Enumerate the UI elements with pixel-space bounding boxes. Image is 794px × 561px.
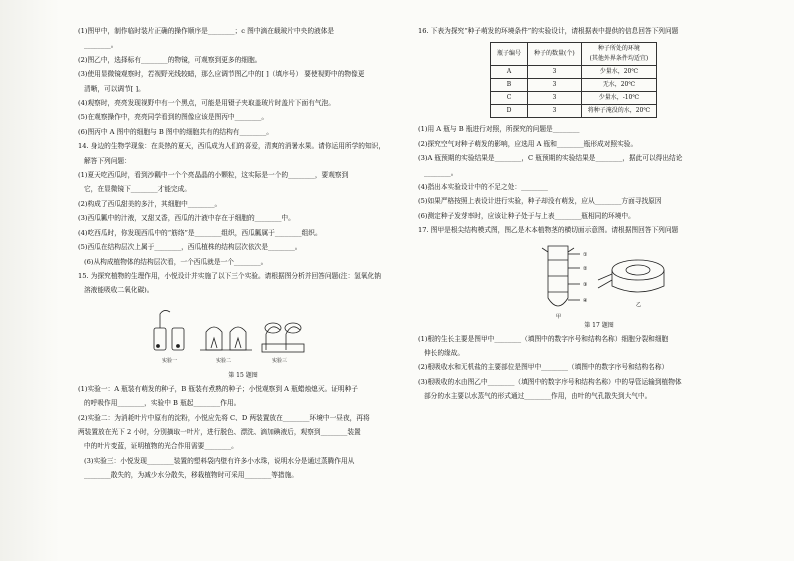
text-line: (3)根吸收的水由图乙中________（填图中的数字序号和结构名称）中的导管运输到植物体 [418, 377, 682, 386]
figure-number-label: ① [583, 251, 588, 258]
question-16: 16. 下表为探究“种子萌发的环境条件”的实验设计，请根据表中提供的信息回答下列问题 [418, 27, 679, 35]
text-line: (1)实验一：A 瓶装有萌发的种子，B 瓶装有煮熟的种子；小悦观察到 A 瓶蜡烛熄灭。证明种子 [78, 384, 358, 393]
text-line: (5)如果严格按照上表设计进行实验，种子却没有萌发，应从________方面寻找原因 [418, 197, 662, 206]
text-line: 溶液能吸收二氧化碳)。 [84, 286, 154, 295]
question-17: 17. 图甲是根尖结构模式图，图乙是木本植物茎的横切面示意图。请根据图回答下列问题 [418, 226, 679, 235]
text-line: (2)实验二：为消耗叶片中原有的淀粉，小悦应先将 C、D 两装置放在________环境中一昼夜，再将 [78, 413, 370, 422]
figure-caption: 第 15 题图 [228, 371, 258, 379]
text-line: 它，在显微镜下________才能完成。 [84, 185, 191, 194]
text-line: (4)指出本实验设计中的不足之处：________ [418, 183, 548, 192]
text-line: 解答下列问题： [84, 156, 131, 165]
text-line: (4)观察时，亮亮发现视野中有一个黑点，可能是用镊子夹取盖玻片时盖片下面有气泡。 [78, 99, 335, 108]
figure-sublabel: 甲 [556, 313, 562, 320]
figure-caption: 第 17 题图 [584, 321, 614, 329]
table-header-row [491, 43, 657, 66]
figure-15 [148, 300, 308, 370]
table-cell: 3 [528, 105, 582, 118]
right-column [418, 24, 780, 404]
table-cell: B [491, 79, 528, 92]
figure-sublabel: 实验一 [162, 357, 178, 364]
table-header: 种子的数量(个) [528, 43, 582, 66]
text-line: 伸长的缘故。 [424, 349, 465, 358]
text-line: 部分的水主要以水蒸气的形式通过________作用，由叶的气孔散失到大气中。 [424, 392, 652, 401]
experiment-apparatus-figure [148, 300, 308, 370]
table-cell: 3 [528, 66, 582, 79]
text-line: (6)从构成植物体的结构层次看，一个西瓜就是一个________。 [84, 257, 268, 266]
table-cell: 将种子淹没的水，20℃ [581, 105, 656, 118]
table-row [491, 66, 657, 79]
text-line: ________。 [84, 41, 118, 50]
text-line: (4)吃西瓜时，你发现西瓜中的“筋络”是________组织，西瓜瓤属于________组织。 [78, 228, 322, 237]
text-line: 清晰，可以调节[ ]。 [84, 84, 145, 93]
left-column [78, 24, 408, 483]
table-row [491, 92, 657, 105]
text-line: (3)西瓜瓤中的汁液，又甜又香，西瓜的汁液中存在于细胞的________中。 [78, 214, 295, 223]
text-line: 的呼吸作用________，实验中 B 瓶起________作用。 [84, 399, 241, 408]
table-cell: 3 [528, 79, 582, 92]
text-line: ________。 [424, 168, 458, 177]
figure-number-label: ② [583, 265, 588, 272]
table-cell: 少量水，-10℃ [581, 92, 656, 105]
question-14: 14. 身边的生物学现象：在炎热的夏天，西瓜成为人们的喜爱，清爽的消暑水果。请你运用所学的知识， [78, 142, 386, 151]
text-line: (2)探究空气对种子萌发的影响，应选用 A 瓶和________瓶形成对照实验。 [418, 139, 638, 148]
text-line: (5)西瓜在结构层次上属于________，西瓜植株的结构层次依次是________。 [78, 243, 302, 252]
table-cell: C [491, 92, 528, 105]
text-line: 中的叶片变蓝，证明植物的光合作用需要________。 [84, 442, 238, 451]
text-line: (2)图乙中，选择标有________的物镜，可观察到更多的细胞。 [78, 55, 262, 64]
text-line: ________散失的，为减少水分散失，移栽植物时可采用________等措施。 [84, 471, 298, 480]
table-cell: A [491, 66, 528, 79]
text-line: (1)夏天吃西瓜时，看到沙瓤中一个个亮晶晶的小颗粒，这实际是一个的________，要观察到 [78, 171, 349, 180]
question-15: 15. 为探究植物的生理作用，小悦设计并实施了以下三个实验。请根据图分析并回答问题(注：氢氧化钠 [78, 271, 381, 280]
text-line: (5)在观察操作中，亮亮同学看到的图像应该是图丙中________。 [78, 113, 269, 122]
table-cell: 3 [528, 92, 582, 105]
text-line: (2)根吸收水和无机盐的主要部位是图甲中________（填图中的数字序号和结构名称） [418, 363, 669, 372]
text-line: (2)构成了西瓜甜美的多汁，其细胞中________。 [78, 199, 222, 208]
figure-number-label: ③ [583, 281, 588, 288]
text-line: (1)根的生长主要是图甲中________（填图中的数字序号和结构名称）细胞分裂和细胞 [418, 334, 669, 343]
figure-sublabel: 乙 [636, 301, 642, 308]
text-line: (1)用 A 瓶与 B 瓶进行对照，所探究的问题是________ [418, 125, 580, 134]
figure-sublabel: 实验二 [216, 357, 232, 364]
table-row [491, 79, 657, 92]
figure-number-label: ④ [583, 297, 588, 304]
text-line: (3)A 瓶预期的实验结果是________，C 瓶预期的实验结果是________，据此可以得出结论 [418, 154, 683, 163]
figure-sublabel: 实验三 [272, 357, 288, 364]
table-cell: D [491, 105, 528, 118]
table-row [491, 105, 657, 118]
text-line: (1)图甲中，制作临时装片正确的操作顺序是________；c 图中滴在载玻片中央的液体是 [78, 27, 335, 35]
seed-experiment-table [490, 42, 657, 118]
table-cell: 无水，20℃ [581, 79, 656, 92]
figure-17 [528, 240, 728, 320]
text-line: 两装置放在光下 2 小时，分别摘取一叶片，进行脱色、漂洗、滴加碘液后，观察到________装置 [78, 427, 361, 436]
text-line: (3)实验三：小悦发现________装置的塑料袋内壁有许多小水珠，说明水分是通过蒸腾作用从 [84, 456, 355, 465]
table-header: 瓶子编号 [491, 43, 528, 66]
table-header: 种子所处的环境 (其他外界条件均适宜) [581, 43, 656, 66]
table-cell: 少量水，20℃ [581, 66, 656, 79]
root-tip-figure [528, 240, 728, 320]
scan-edge [0, 0, 60, 561]
text-line: (3)使用显微镜观察时，若视野光线较暗，那么应调节图乙中的[ ]（填序号） 要使视野中的物像更 [78, 70, 365, 79]
text-line: (6)图丙中 A 图中的细胞与 B 图中的细胞共有的结构有________。 [78, 127, 273, 136]
text-line: (6)测定种子发芽率时，应该让种子处于与上表________瓶相同的环境中。 [418, 211, 635, 220]
